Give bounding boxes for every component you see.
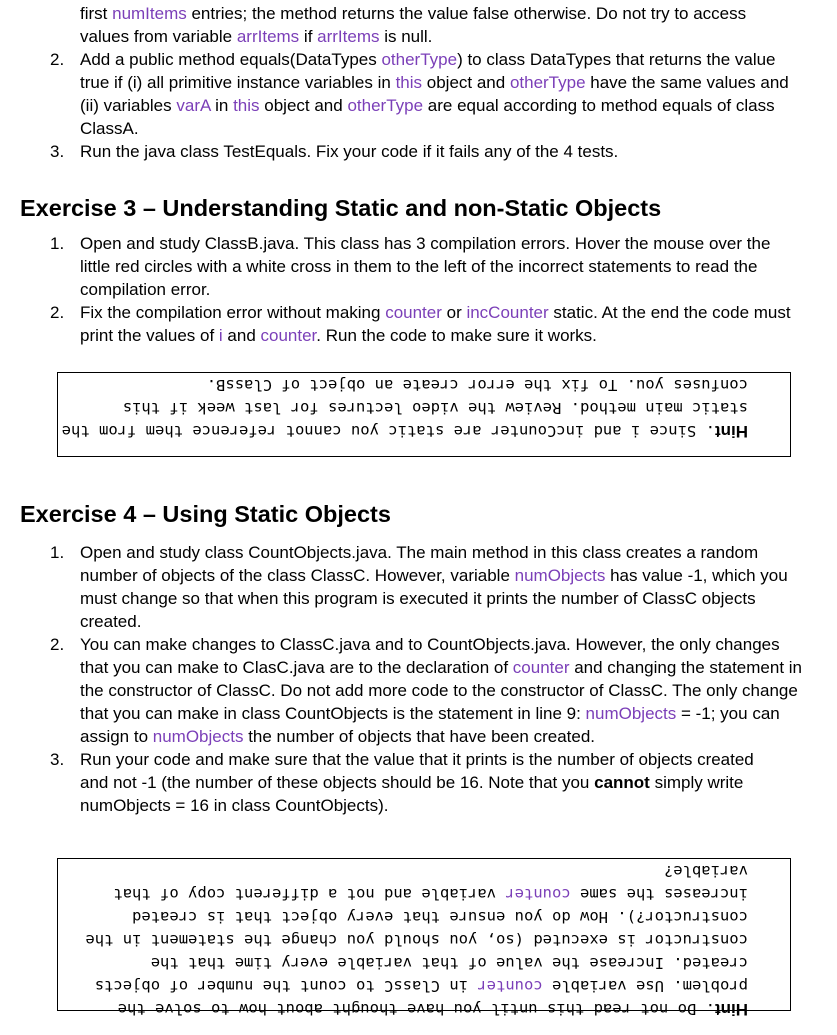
list-item: 1. Open and study class CountObjects.java. The main method in this class creates a random number of objects of the class ClassC. However, variable numObjects has value -1, which you must change so that when this program is executed it prints the number of ClassC objects created.: [50, 543, 788, 631]
exercise4-title: Exercise 4 – Using Static Objects: [20, 501, 391, 527]
var-arrItems: arrItems: [236, 27, 300, 46]
hint-text: Hint. Do not read this until you have thought about how to solve the problem. Use variable counter in ClassC to count the number of objects created. Increase the value of that variable every time that the constructor is executed (so, you should you change the statement in the constructor?). How do you ensure that every object that is created increases the same counter variable and not a different copy of that variable?: [85, 862, 748, 1019]
exercise3-title: Exercise 3 – Understanding Static and non-Static Objects: [20, 195, 662, 221]
exercise4-list: [0, 541, 837, 817]
list-item: 3. Run the java class TestEquals. Fix your code if it fails any of the 4 tests.: [50, 142, 619, 161]
list-item: 2. Fix the compilation error without making counter or incCounter static. At the end the code must print the values of i and counter. Run the code to make sure it works.: [50, 303, 791, 345]
hint-box-upside-down: [57, 858, 791, 1019]
top-list: [0, 48, 837, 163]
var-numItems: numItems: [112, 4, 187, 23]
var-arrItems: arrItems: [317, 27, 380, 46]
continued-paragraph: first numItems entries; the method returns the value false otherwise. Do not try to access values from variable arrItems if arrItems is null.: [80, 4, 747, 46]
hint-box-upside-down: [57, 372, 791, 457]
exercise3-list: [0, 232, 837, 347]
list-item: 1. Open and study ClassB.java. This class has 3 compilation errors. Hover the mouse over the little red circles with a white cross in them to the left of the incorrect statements to read the compilation error.: [50, 234, 771, 299]
list-item: 2. Add a public method equals(DataTypes otherType) to class DataTypes that returns the value true if (i) all primitive instance variables in this object and otherType have the same values and (ii) variables varA in this object and otherType are equal according to method equals of class ClassA.: [50, 50, 789, 138]
list-item: 2. You can make changes to ClassC.java and to CountObjects.java. However, the only changes that you can make to ClasC.java are to the declaration of counter and changing the statement in the constructor of ClassC. Do not add more code to the constructor of ClassC. The only change that you can make in class CountObjects is the statement in line 9: numObjects = -1; you can assign to numObjects the number of objects that have been created.: [50, 635, 802, 746]
hint-text: Hint. Since i and incCounter are static you cannot reference them from the static main method. Review the video lectures for last week if this confuses you. To fix the error create an object of ClassB.: [61, 376, 748, 441]
list-item: 3. Run your code and make sure that the value that it prints is the number of objects created and not -1 (the number of these objects should be 16. Note that you cannot simply write numObjects = 16 in class CountObjects).: [50, 750, 754, 815]
